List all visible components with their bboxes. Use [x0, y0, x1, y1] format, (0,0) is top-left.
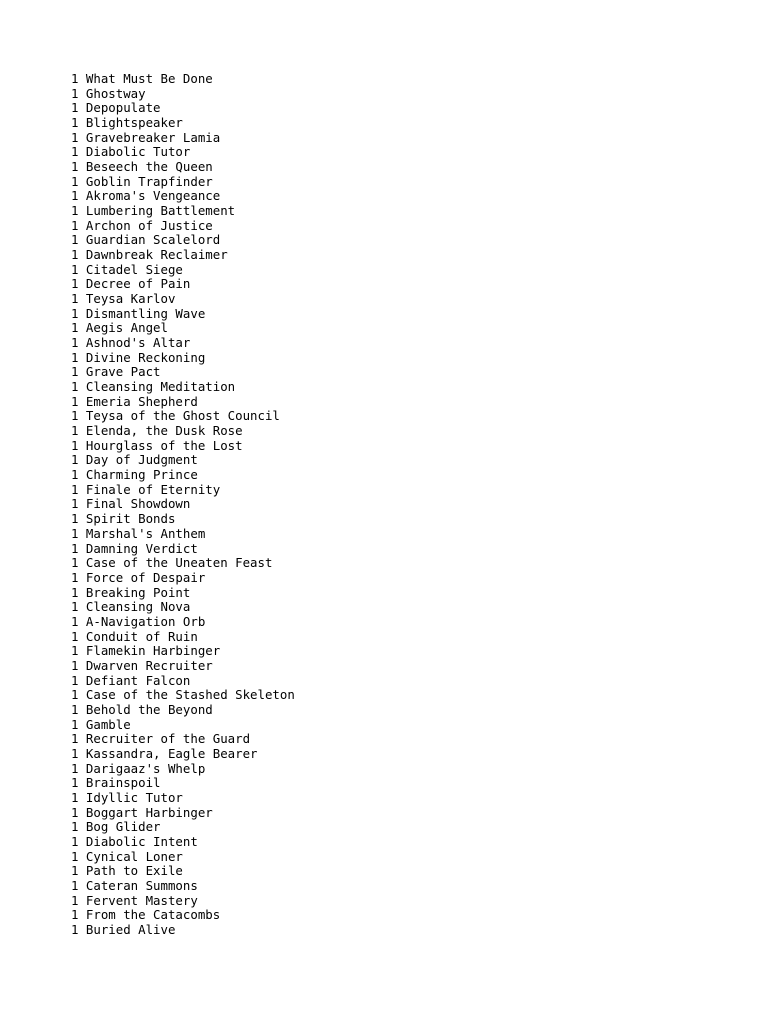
deck-list-line: 1 Diabolic Tutor	[71, 144, 191, 160]
deck-list-line: 1 Conduit of Ruin	[71, 628, 198, 644]
deck-list-line: 1 Kassandra, Eagle Bearer	[71, 745, 258, 761]
deck-list-line: 1 Elenda, the Dusk Rose	[71, 423, 243, 439]
deck-list-line: 1 Goblin Trapfinder	[71, 173, 213, 189]
deck-list-line: 1 Day of Judgment	[71, 452, 198, 468]
deck-list	[71, 72, 295, 938]
deck-list-line: 1 Darigaaz's Whelp	[71, 760, 206, 776]
deck-list-line: 1 From the Catacombs	[71, 907, 221, 923]
deck-list-line: 1 Dwarven Recruiter	[71, 657, 213, 673]
deck-list-line: 1 Fervent Mastery	[71, 892, 198, 908]
deck-list-line: 1 Dismantling Wave	[71, 305, 206, 321]
deck-list-line: 1 Decree of Pain	[71, 276, 191, 292]
deck-list-line: 1 A-Navigation Orb	[71, 613, 206, 629]
deck-list-line: 1 Brainspoil	[71, 775, 161, 791]
deck-list-line: 1 Marshal's Anthem	[71, 525, 206, 541]
deck-list-line: 1 Teysa of the Ghost Council	[71, 408, 280, 424]
deck-list-line: 1 Akroma's Vengeance	[71, 188, 221, 204]
deck-list-line: 1 Ashnod's Altar	[71, 335, 191, 351]
deck-list-line: 1 Dawnbreak Reclaimer	[71, 247, 228, 263]
deck-list-line: 1 Blightspeaker	[71, 115, 183, 131]
deck-list-line: 1 Gravebreaker Lamia	[71, 129, 221, 145]
deck-list-line: 1 Path to Exile	[71, 863, 183, 879]
deck-list-line: 1 Teysa Karlov	[71, 291, 176, 307]
deck-list-line: 1 Archon of Justice	[71, 217, 213, 233]
deck-list-line: 1 Boggart Harbinger	[71, 804, 213, 820]
deck-list-line: 1 Ghostway	[71, 85, 146, 101]
deck-list-line: 1 Buried Alive	[71, 921, 176, 937]
deck-list-line: 1 Emeria Shepherd	[71, 393, 198, 409]
deck-list-line: 1 Defiant Falcon	[71, 672, 191, 688]
deck-list-line: 1 Hourglass of the Lost	[71, 437, 243, 453]
deck-list-line: 1 Aegis Angel	[71, 320, 168, 336]
deck-list-line: 1 Recruiter of the Guard	[71, 731, 251, 747]
deck-list-line: 1 Divine Reckoning	[71, 349, 206, 365]
deck-list-line: 1 Spirit Bonds	[71, 511, 176, 527]
deck-list-line: 1 Behold the Beyond	[71, 701, 213, 717]
deck-list-line: 1 Breaking Point	[71, 584, 191, 600]
deck-list-line: 1 What Must Be Done	[71, 71, 213, 86]
deck-list-line: 1 Beseech the Queen	[71, 159, 213, 175]
deck-list-line: 1 Idyllic Tutor	[71, 789, 183, 805]
deck-list-line: 1 Grave Pact	[71, 364, 161, 380]
deck-list-line: 1 Lumbering Battlement	[71, 203, 236, 219]
deck-list-line: 1 Case of the Uneaten Feast	[71, 555, 273, 571]
deck-list-line: 1 Diabolic Intent	[71, 833, 198, 849]
deck-list-line: 1 Flamekin Harbinger	[71, 643, 221, 659]
deck-list-line: 1 Finale of Eternity	[71, 481, 221, 497]
deck-list-line: 1 Cleansing Meditation	[71, 379, 236, 395]
deck-list-line: 1 Charming Prince	[71, 467, 198, 483]
deck-list-line: 1 Force of Despair	[71, 569, 206, 585]
deck-list-line: 1 Cynical Loner	[71, 848, 183, 864]
deck-list-line: 1 Guardian Scalelord	[71, 232, 221, 248]
deck-list-line: 1 Case of the Stashed Skeleton	[71, 687, 295, 703]
deck-list-line: 1 Bog Glider	[71, 819, 161, 835]
deck-list-line: 1 Damning Verdict	[71, 540, 198, 556]
deck-list-line: 1 Depopulate	[71, 100, 161, 116]
deck-list-line: 1 Gamble	[71, 716, 131, 732]
deck-list-line: 1 Cateran Summons	[71, 877, 198, 893]
deck-list-line: 1 Citadel Siege	[71, 261, 183, 277]
deck-list-line: 1 Cleansing Nova	[71, 599, 191, 615]
deck-list-line: 1 Final Showdown	[71, 496, 191, 512]
